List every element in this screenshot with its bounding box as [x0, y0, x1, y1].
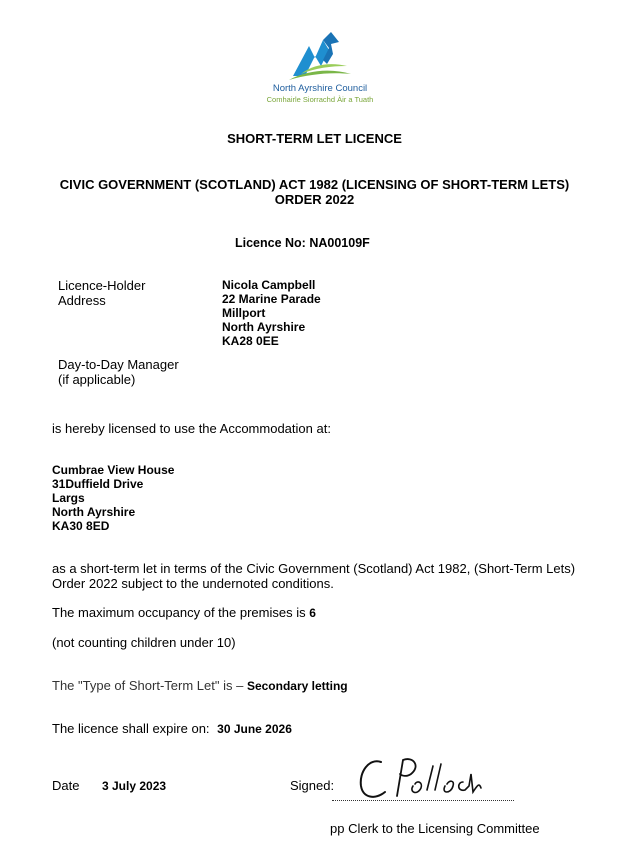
let-type-text: The "Type of Short-Term Let" is – — [52, 678, 244, 693]
council-name: North Ayrshire Council — [272, 83, 368, 94]
licence-number-label: Licence No: — [235, 236, 306, 250]
licence-number — [235, 236, 370, 250]
signature-line — [332, 800, 514, 801]
licence-number-value: NA00109F — [309, 236, 370, 250]
address-line: KA30 8ED — [52, 519, 110, 533]
terms-line-2: Order 2022 subject to the undernoted conditions. — [52, 576, 334, 591]
address-line: Nicola Campbell — [222, 278, 316, 292]
holder-address — [222, 278, 321, 348]
address-line: North Ayrshire — [222, 320, 306, 334]
address-line: KA28 0EE — [222, 334, 279, 348]
let-type-value: Secondary letting — [246, 679, 348, 693]
address-line: Largs — [52, 491, 85, 505]
licensed-statement: is hereby licensed to use the Accommodation at: — [52, 421, 331, 436]
children-note: (not counting children under 10) — [52, 635, 236, 650]
date-value: 3 July 2023 — [102, 779, 167, 793]
terms-line-1: as a short-term let in terms of the Civic Government (Scotland) Act 1982, (Short-Term Lets) — [52, 561, 576, 576]
expiry-value: 30 June 2026 — [217, 722, 292, 736]
expiry-text: The licence shall expire on: — [52, 721, 210, 736]
holder-label-1: Licence-Holder — [58, 278, 146, 293]
signed-label: Signed: — [290, 778, 335, 793]
address-line: 22 Marine Parade — [222, 292, 321, 306]
holder-label-2: Address — [58, 293, 106, 308]
address-line: Cumbrae View House — [52, 463, 175, 477]
address-line: Millport — [222, 306, 266, 320]
manager-label-2: (if applicable) — [58, 372, 136, 387]
address-line: North Ayrshire — [52, 505, 136, 519]
act-title-line-2: ORDER 2022 — [274, 192, 355, 207]
act-title-line-1: CIVIC GOVERNMENT (SCOTLAND) ACT 1982 (LICENSING OF SHORT-TERM LETS) — [59, 177, 570, 192]
council-logo — [255, 30, 385, 110]
occupancy-text: The maximum occupancy of the premises is — [52, 605, 306, 620]
expiry-statement — [52, 721, 292, 736]
handwritten-signature — [355, 752, 485, 804]
council-name-gaelic: Comhairle Siorrachd Àir a Tuath — [266, 95, 374, 104]
occupancy-value: 6 — [309, 606, 316, 620]
occupancy-statement — [52, 605, 316, 620]
manager-label-1: Day-to-Day Manager — [58, 357, 179, 372]
let-type-statement — [52, 678, 348, 693]
address-line: 31Duffield Drive — [52, 477, 144, 491]
signatory: pp Clerk to the Licensing Committee — [330, 821, 540, 836]
accommodation-address — [52, 463, 174, 533]
date-label: Date — [52, 778, 80, 793]
north-ayrshire-emblem-icon — [287, 30, 353, 82]
document-heading: SHORT-TERM LET LICENCE — [227, 131, 402, 146]
